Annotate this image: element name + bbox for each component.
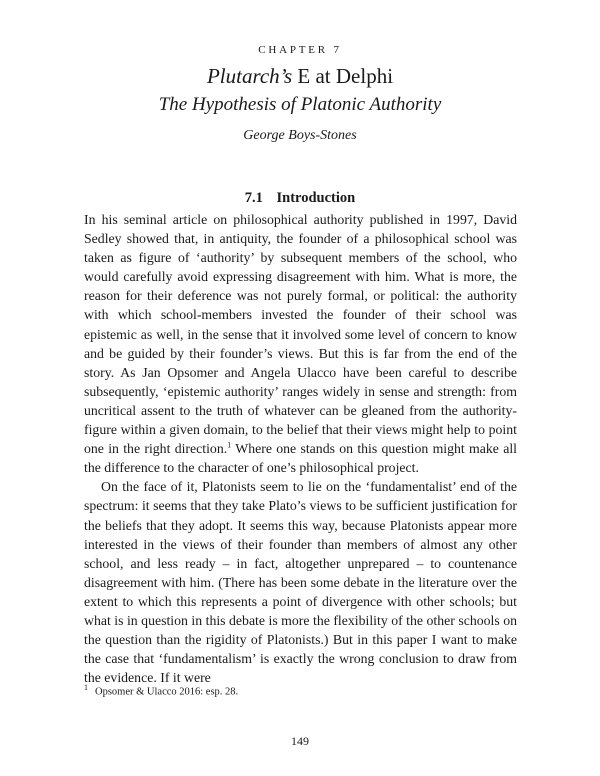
section-heading: [0, 190, 600, 207]
chapter-subtitle: The Hypothesis of Platonic Authority: [158, 94, 442, 115]
chapter-title-italic: Plutarch’s: [206, 64, 293, 88]
section-title: Introduction: [276, 190, 356, 206]
author-name: George Boys-Stones: [243, 128, 357, 143]
section-number: 7.1: [244, 190, 263, 206]
paragraph: On the face of it, Platonists seem to lie on the ‘fundamentalist’ end of the spectrum: it seems that they take Plato’s views to be sufficient justification for the beliefs that they adopt. It seems this way, because Platonists appear more interested in the views of their founder than members of almost any other school, and less ready – in fact, altogether unprepared – to countenance disagreement with him. (There has been some debate in the literature over the extent to which this represents a point of divergence with other schools; but what is in question in this debate is more the flexibility of the other schools on the question than the rigidity of Platonists.) But in this paper I want to make the case that ‘fundamentalism’ is exactly the wrong conclusion to draw from the evidence. If it were: [84, 479, 517, 686]
footnote-reference[interactable]: 1: [227, 440, 232, 450]
page-number: 149: [291, 734, 309, 748]
chapter-title-roman: E at Delphi: [297, 64, 394, 88]
body-text: [84, 210, 517, 687]
paragraph-text: In his seminal article on philosophical authority published in 1997, David Sedley showed that, in antiquity, the founder of a philosophical school was taken as figure of ‘authority’ by subsequent members of the school, who would carefully avoid expressing disagreement with him. What is more, the reason for their deference was not purely formal, or political: the authority with which school-members invested the founder of their school was epistemic as well, in the sense that it involved some level of concern to know and be guided by their founder’s views. But this is far from the end of the story. As Jan Opsomer and Angela Ulacco have been careful to describe subsequently, ‘epistemic authority’ ranges widely in sense and strength: from uncritical assent to the truth of whatever can be gleaned from the authority-figure within a given domain, to the belief that their views might help to point one in the right direction.: [84, 212, 517, 457]
footnote-mark: 1: [84, 683, 88, 692]
footnote-text: Opsomer & Ulacco 2016: esp. 28.: [95, 686, 239, 698]
chapter-label: CHAPTER 7: [258, 44, 342, 56]
paragraph-text: Where one stands on this question might make all the difference to the character of one’s philosophical project.: [84, 441, 517, 476]
paragraph: [84, 210, 517, 477]
chapter-title: [0, 63, 600, 89]
footnote: [84, 683, 517, 698]
